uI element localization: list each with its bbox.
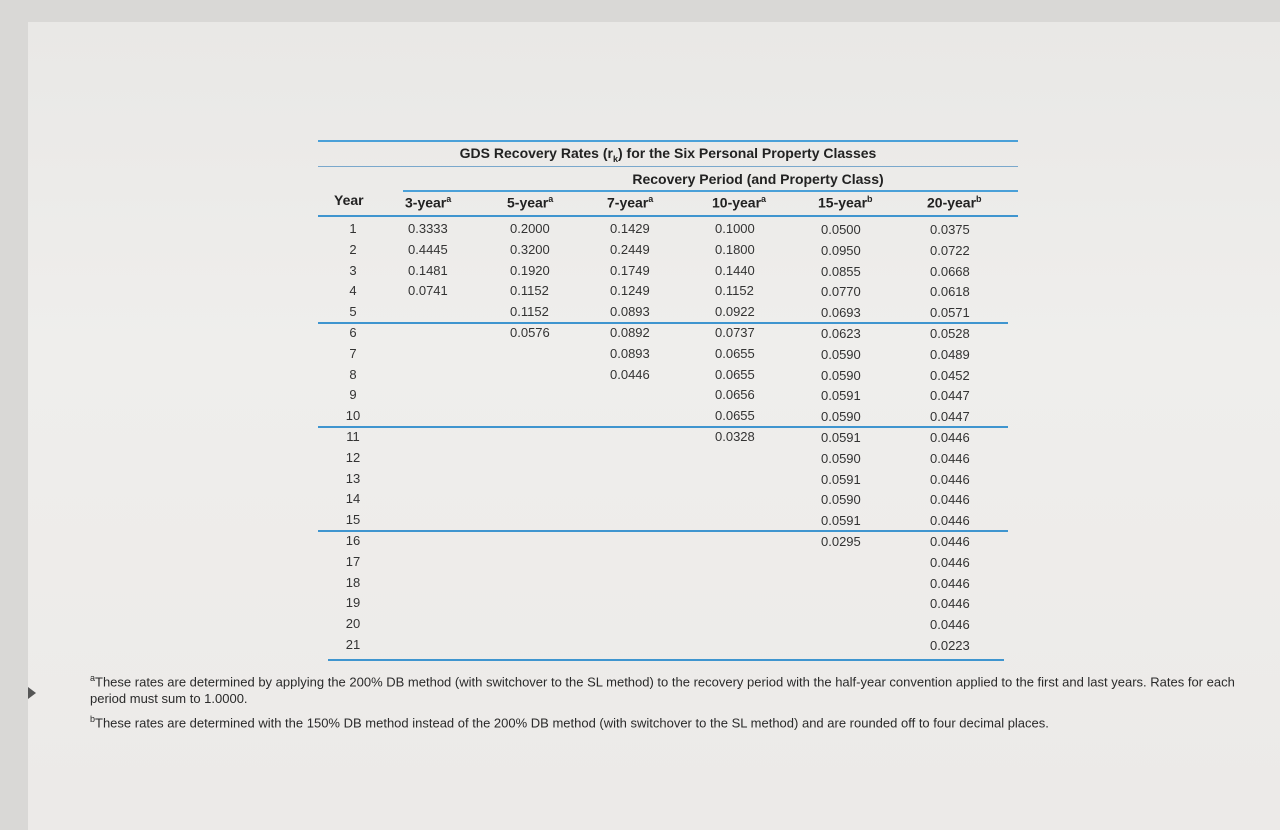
rate-cell: 0.0590 [821,409,861,425]
rate-cell: 0.0446 [930,492,970,508]
rate-cell: 0.0576 [510,325,550,340]
rate-cell: 0.0446 [930,430,970,445]
rate-cell: 0.3200 [510,241,550,257]
year-cell: 2 [349,241,357,257]
column-header-5-year: 5-year$^a$ [507,194,554,211]
year-cell: 11 [346,429,360,444]
rate-cell: 0.0591 [821,471,861,487]
rate-cell: 0.0590 [821,346,861,362]
rate-cell: 0.0655 [715,408,755,424]
footnotes [90,670,1260,732]
rate-cell: 0.0591 [821,388,861,404]
table-top-rule [318,140,1018,142]
rate-cell: 0.0528 [930,326,970,341]
rate-cell: 0.0447 [930,388,970,404]
rate-cell: 0.1429 [610,221,650,236]
rate-cell: 0.0722 [930,242,970,258]
rate-cell: 0.0452 [930,367,970,383]
year-cell: 19 [345,595,361,611]
group-divider-rule [318,530,1008,532]
rate-cell: 0.0500 [821,222,861,237]
column-header-3-year: 3-year$^a$ [405,194,452,211]
rate-cell: 0.0770 [821,284,861,300]
rate-cell: 0.0893 [610,304,650,320]
rate-cell: 0.0590 [821,492,861,508]
rate-cell: 0.0223 [930,638,970,653]
rate-cell: 0.0656 [715,387,755,403]
year-cell: 5 [349,304,357,320]
rate-cell: 0.1152 [510,304,549,320]
page-edge-arrow-icon [28,687,36,699]
rate-cell: 0.1440 [715,262,755,278]
rate-cell: 0.0446 [930,617,970,633]
year-cell: 6 [349,325,357,340]
rate-cell: 0.0446 [930,575,970,591]
year-cell: 17 [345,553,361,569]
rate-cell: 0.3333 [408,221,448,236]
year-cell: 9 [349,387,357,403]
photo-page [28,22,1280,830]
rate-cell: 0.0655 [715,345,755,361]
rate-cell: 0.0655 [715,366,755,382]
rate-cell: 0.0328 [715,429,755,444]
year-cell: 4 [349,283,357,299]
group-divider-rule [318,322,1008,324]
rate-cell: 0.0737 [715,325,755,340]
rate-cell: 0.0295 [821,534,861,549]
rate-cell: 0.0571 [930,305,970,321]
year-cell: 15 [345,512,361,528]
rate-cell: 0.1800 [715,241,755,257]
rate-cell: 0.2449 [610,241,650,257]
table-bottom-rule [328,659,1004,661]
rate-cell: 0.1920 [510,262,550,278]
rate-cell: 0.1000 [715,221,755,236]
rate-cell: 0.0892 [610,325,650,340]
rate-cell: 0.0446 [930,534,970,549]
column-header-10-year: 10-year$^a$ [712,194,767,211]
rate-cell: 0.1249 [610,283,650,299]
rate-cell: 0.0623 [821,326,861,341]
rate-cell: 0.0446 [930,471,970,487]
year-cell: 1 [349,221,357,236]
year-cell: 8 [349,366,357,382]
rate-cell: 0.1152 [715,283,754,299]
year-cell: 16 [345,533,361,548]
rate-cell: 0.0446 [930,450,970,466]
rate-cell: 0.0693 [821,305,861,321]
title-rule [318,166,1018,167]
year-cell: 10 [345,408,361,424]
rate-cell: 0.0446 [610,366,650,382]
year-cell: 14 [345,491,361,507]
year-cell: 21 [345,637,361,652]
rate-cell: 0.1481 [408,262,448,278]
rate-cell: 0.0489 [930,346,970,362]
rate-cell: 0.0922 [715,304,755,320]
rate-cell: 0.0446 [930,596,970,612]
rate-cell: 0.0591 [821,513,861,529]
rate-cell: 0.4445 [408,241,448,257]
table-title: GDS Recovery Rates $(r_k)$ for the Six Personal Property Classes [459,145,877,164]
rate-cell: 0.0375 [930,222,970,237]
rate-cell: 0.0590 [821,450,861,466]
footnote-a: $^a$These rates are determined by applying the 200% DB method (with switchover to the SL method) to the recovery period with the half-year convention applied to the first and last years. Rates for each period must sum to 1.0000. [90,673,1235,707]
year-header: Year [334,192,364,208]
column-header-7-year: 7-year$^a$ [607,194,654,211]
rate-cell: 0.0591 [821,430,861,445]
rate-cell: 0.1749 [610,262,650,278]
column-header-15-year: 15-year$^b$ [818,194,873,211]
footnote-b: $^b$These rates are determined with the 150% DB method instead of the 200% DB method (with switchover to the SL method) and are rounded off to four decimal places. [90,714,1049,731]
year-cell: 13 [345,470,361,486]
rate-cell: 0.0668 [930,263,970,279]
rate-cell: 0.0950 [821,242,861,258]
year-cell: 7 [349,345,357,361]
rate-cell: 0.0447 [930,409,970,425]
rate-cell: 0.0893 [610,345,650,361]
table-subtitle: Recovery Period (and Property Class) [632,171,884,187]
subtitle-rule [403,190,1018,192]
rate-cell: 0.0618 [930,284,970,300]
rate-cell: 0.0741 [408,283,448,299]
rate-cell: 0.0590 [821,367,861,383]
column-header-20-year: 20-year$^b$ [927,194,982,211]
rate-cell: 0.0446 [930,513,970,529]
year-cell: 12 [345,449,361,465]
rate-cell: 0.2000 [510,221,550,236]
rate-cell: 0.0446 [930,554,970,570]
year-cell: 20 [345,616,361,632]
rate-cell: 0.1152 [510,283,549,299]
year-cell: 3 [349,262,357,278]
year-cell: 18 [345,574,361,590]
rate-cell: 0.0855 [821,263,861,279]
group-divider-rule [318,426,1008,428]
header-rule [318,215,1018,217]
